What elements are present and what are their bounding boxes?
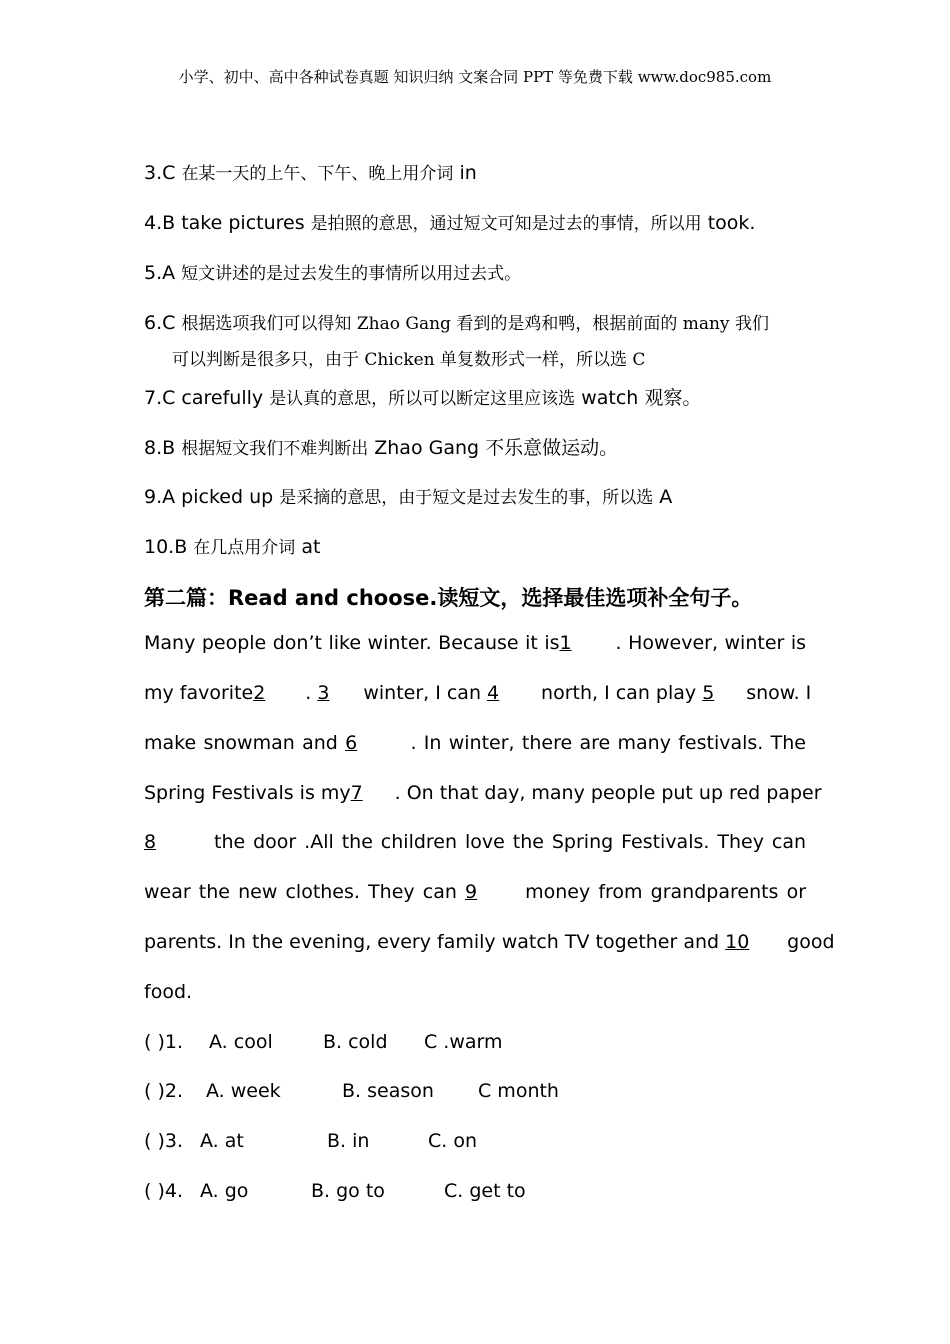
passage-line: make snowman and 6 . In winter, there are many festivals. The (144, 732, 806, 754)
passage-line: food. (144, 981, 193, 1003)
answer-7: 7.C carefully 是认真的意思，所以可以断定这里应该选 watch 观察。 (144, 387, 702, 409)
passage-line: wear the new clothes. They can 9 money from grandparents or (144, 881, 807, 903)
passage-line: my favorite2 . 3 winter, I can 4 north, I can play 5 snow. I (144, 682, 812, 704)
passage-line: 8 the door .All the children love the Spring Festivals. They can (144, 831, 806, 853)
answer-4: 4.B take pictures 是拍照的意思，通过短文可知是过去的事情，所以用 took. (144, 212, 756, 234)
blank-6: 6 (345, 732, 358, 754)
section-title: 第二篇：Read and choose.读短文，选择最佳选项补全句子。 (144, 586, 753, 610)
blank-1: 1 (559, 632, 572, 654)
answer-6: 6.C 根据选项我们可以得知 Zhao Gang 看到的是鸡和鸭，根据前面的 many 我们 (144, 312, 769, 334)
answer-8: 8.B 根据短文我们不难判断出 Zhao Gang 不乐意做运动。 (144, 437, 619, 459)
page-header: 小学、初中、高中各种试卷真题 知识归纳 文案合同 PPT 等免费下载 www.doc985.com (178, 68, 772, 86)
answer-3: 3.C 在某一天的上午、下午、晚上用介词 in (144, 162, 477, 184)
blank-4: 4 (487, 682, 500, 704)
answer-9: 9.A picked up 是采摘的意思，由于短文是过去发生的事，所以选 A (144, 486, 673, 508)
passage-line: Many people don’t like winter. Because it is1 . However, winter is (144, 632, 807, 654)
blank-9: 9 (465, 881, 478, 903)
answer-10: 10.B 在几点用介词 at (144, 536, 321, 558)
blank-3: 3 (317, 682, 330, 704)
blank-2: 2 (253, 682, 266, 704)
blank-10: 10 (725, 931, 750, 953)
answer-5: 5.A 短文讲述的是过去发生的事情所以用过去式。 (144, 262, 522, 284)
passage-line: parents. In the evening, every family watch TV together and 10 good (144, 931, 835, 953)
blank-7: 7 (350, 782, 363, 804)
blank-5: 5 (702, 682, 715, 704)
passage-line: Spring Festivals is my7 . On that day, many people put up red paper (144, 782, 822, 804)
blank-8: 8 (144, 831, 157, 853)
answer-6-continued: 可以判断是很多只，由于 Chicken 单复数形式一样，所以选 C (172, 350, 646, 370)
